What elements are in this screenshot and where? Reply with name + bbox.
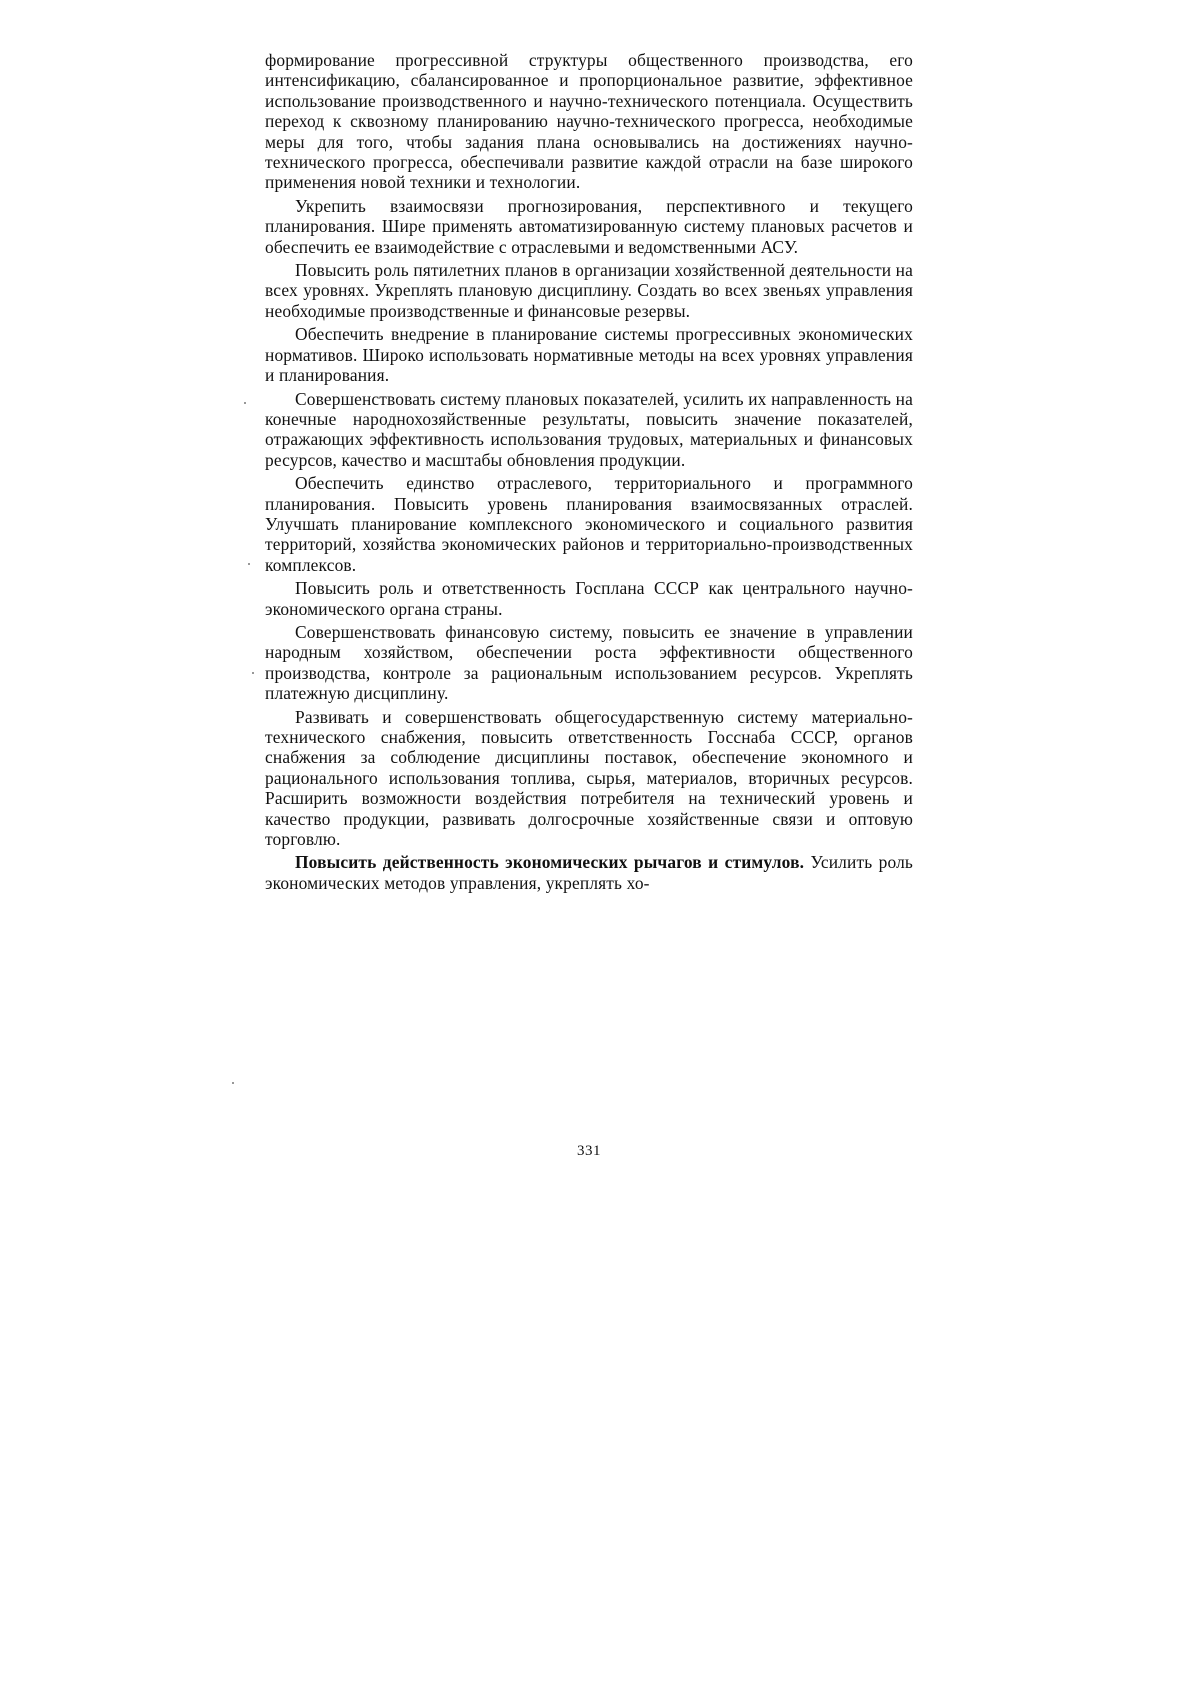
paragraph-8: Совершенствовать финансовую систему, повысить ее значение в управлении народным хозяйством, обеспечении роста эффективности общественного производства, контроле за рациональным использованием ресурсов. Укреплять платежную дисциплину. xyxy=(265,622,913,704)
paragraph-5: Совершенствовать систему плановых показателей, усилить их направленность на конечные народнохозяйственные результаты, повысить значение показателей, отражающих эффективность использования трудовых, материальных и финансовых ресурсов, качество и масштабы обновления продукции. xyxy=(265,389,913,471)
paragraph-4: Обеспечить внедрение в планирование системы прогрессивных экономических нормативов. Широко использовать нормативные методы на всех уровнях управления и планирования. xyxy=(265,324,913,385)
paragraph-1: формирование прогрессивной структуры общественного производства, его интенсификацию, сбалансированное и пропорциональное развитие, эффективное использование производственного и научно-технического потенциала. Осуществить переход к сквозному планированию научно-технического прогресса, необходимые меры для того, чтобы задания плана основывались на достижениях научно-технического прогресса, обеспечивали развитие каждой отрасли на базе широкого применения новой техники и технологии. xyxy=(265,50,913,193)
scan-speck xyxy=(252,672,254,674)
paragraph-3: Повысить роль пятилетних планов в организации хозяйственной деятельности на всех уровнях. Укреплять плановую дисциплину. Создать во всех звеньях управления необходимые производственные и финансовые резервы. xyxy=(265,260,913,321)
paragraph-10-text: Усилить роль экономических методов управления, укреплять хо- xyxy=(265,852,913,892)
paragraph-10 xyxy=(265,852,913,893)
scan-speck xyxy=(244,402,246,404)
paragraph-2: Укрепить взаимосвязи прогнозирования, перспективного и текущего планирования. Шире применять автоматизированную систему плановых расчетов и обеспечить ее взаимодействие с отраслевыми и ведомственными АСУ. xyxy=(265,196,913,257)
bold-heading-lead: Повысить действенность экономических рычагов и стимулов. xyxy=(295,852,804,872)
paragraph-6: Обеспечить единство отраслевого, территориального и программного планирования. Повысить уровень планирования взаимосвязанных отраслей. Улучшать планирование комплексного экономического и социального развития территорий, хозяйства экономических районов и территориально-производственных комплексов. xyxy=(265,473,913,575)
scan-speck xyxy=(248,563,250,565)
scan-speck xyxy=(232,1082,234,1084)
document-page xyxy=(265,50,913,893)
paragraph-9: Развивать и совершенствовать общегосударственную систему материально-технического снабжения, повысить ответственность Госснаба СССР, органов снабжения за соблюдение дисциплины поставок, обеспечение экономного и рационального использования топлива, сырья, материалов, вторичных ресурсов. Расширить возможности воздействия потребителя на технический уровень и качество продукции, развивать долгосрочные хозяйственные связи и оптовую торговлю. xyxy=(265,707,913,850)
paragraph-7: Повысить роль и ответственность Госплана СССР как центрального научно-экономического органа страны. xyxy=(265,578,913,619)
page-number: 331 xyxy=(265,1143,913,1160)
